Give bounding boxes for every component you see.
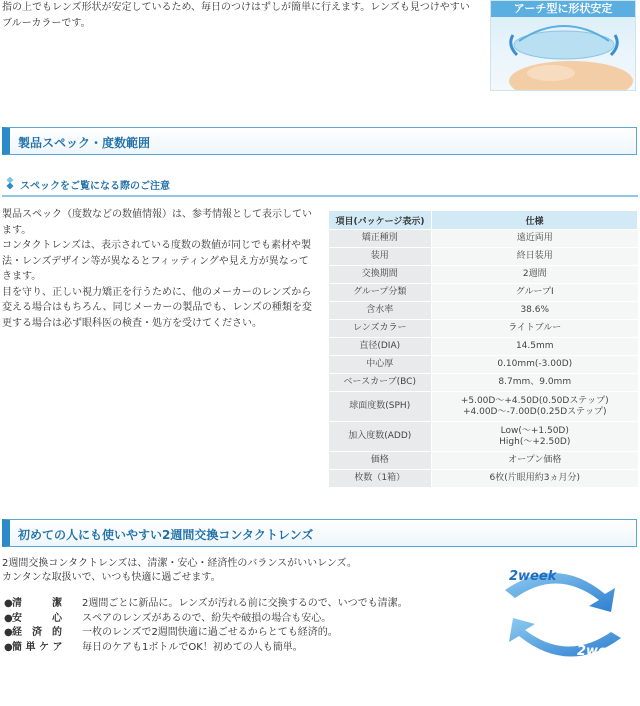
spec-value-line: +4.00D～-7.00D(0.25Dステップ)	[462, 406, 607, 417]
spec-value-line: High(～+2.50D)	[499, 436, 571, 447]
bullet-icon: ●	[4, 612, 13, 624]
table-row	[329, 392, 638, 422]
spec-notice-heading	[2, 175, 638, 197]
arch-shape-label: アーチ型に形状安定	[491, 1, 635, 17]
section-title-twoweek: 初めての人にも使いやすい2週間交換コンタクトレンズ	[18, 528, 314, 542]
spec-key: ベースカーブ(BC)	[329, 374, 432, 392]
table-row	[329, 302, 638, 320]
spec-key: 交換期間	[329, 266, 432, 284]
table-row	[329, 338, 638, 356]
spec-note-p2: コンタクトレンズは、表示されている度数の数値が同じでも素材や製法・レンズデザイン等が異なるとフィッティングや見え方が異なってきます。	[2, 240, 312, 282]
spec-key: 球面度数(SPH)	[329, 392, 432, 422]
intro-line-1: 指の上でもレンズ形状が安定しているため、毎日のつけはずしが簡単に行えます。レンズも見つけやすい	[2, 2, 470, 13]
spec-key: 含水率	[329, 302, 432, 320]
spec-key: グループ分類	[329, 284, 432, 302]
list-item	[4, 626, 484, 641]
table-row	[329, 470, 638, 488]
spec-value: オープン価格	[432, 452, 638, 470]
list-item	[4, 597, 484, 612]
table-row	[329, 422, 638, 452]
spec-value	[432, 392, 638, 422]
table-row	[329, 374, 638, 392]
spec-value: 6枚(片眼用約3ヵ月分)	[432, 470, 638, 488]
spec-note-text	[2, 207, 312, 331]
feature-desc: 2週間ごとに新品に。レンズが汚れる前に交換するので、いつでも清潔。	[82, 598, 408, 609]
feature-desc: 毎日のケアも1ボトルでOK！初めての人も簡単。	[82, 641, 303, 653]
twoweek-line-2: カンタンな取扱いで、いつも快適に過ごせます。	[2, 572, 221, 583]
spec-key: レンズカラー	[329, 320, 432, 338]
spec-key: 直径(DIA)	[329, 338, 432, 356]
feature-name: 清 潔	[12, 598, 62, 609]
spec-key: 装用	[329, 248, 432, 266]
spec-value: 遠近両用	[432, 230, 638, 248]
section-heading-twoweek	[2, 519, 637, 547]
spec-value-line: +5.00D～+4.50D(0.50Dステップ)	[460, 395, 609, 406]
twoweek-line-1: 2週間交換コンタクトレンズは、清潔・安心・経済性のバランスがいいレンズ。	[2, 558, 357, 569]
intro-line-2: ブルーカラーです。	[2, 18, 91, 29]
spec-value: 8.7mm、9.0mm	[432, 374, 638, 392]
feature-desc: 一枚のレンズで2週間快適に過ごせるからとても経済的。	[82, 627, 338, 638]
list-item	[4, 612, 484, 627]
spec-key: 枚数（1箱）	[329, 470, 432, 488]
feature-desc: スペアのレンズがあるので、紛失や破損の場合も安心。	[82, 612, 332, 624]
spec-key: 加入度数(ADD)	[329, 422, 432, 452]
spec-value: 14.5mm	[432, 338, 638, 356]
table-row	[329, 356, 638, 374]
feature-name: 経 済 的	[12, 627, 62, 638]
diamond-icon	[4, 177, 16, 189]
twoweek-intro	[2, 557, 482, 585]
list-item	[4, 641, 484, 656]
spec-header-spec: 仕様	[432, 211, 638, 230]
table-row	[329, 230, 638, 248]
bullet-icon: ●	[4, 627, 13, 638]
two-week-cycle-icon	[497, 560, 629, 670]
spec-key: 中心厚	[329, 356, 432, 374]
section-title-spec: 製品スペック・度数範囲	[18, 136, 151, 150]
two-week-label-bottom: 2week	[577, 644, 625, 659]
table-row	[329, 452, 638, 470]
spec-value: 2週間	[432, 266, 638, 284]
spec-value	[432, 422, 638, 452]
spec-note-p1: 製品スペック（度数などの数値情報）は、参考情報として表示しています。	[2, 209, 312, 236]
spec-value: 0.10mm(-3.00D)	[432, 356, 638, 374]
feature-list	[4, 597, 484, 655]
spec-note-p3: 目を守り、正しい視力矯正を行うために、他のメーカーのレンズから変える場合はもちろん、同じメーカーの製品でも、レンズの種類を変更する場合は必ず眼科医の検査・処方を受けてください。	[2, 286, 312, 329]
table-row	[329, 248, 638, 266]
spec-value: 終日装用	[432, 248, 638, 266]
spec-value: ライトブルー	[432, 320, 638, 338]
spec-table-header-row	[329, 211, 638, 230]
spec-key: 矯正種別	[329, 230, 432, 248]
feature-name: 安 心	[12, 612, 62, 624]
spec-notice-title: スペックをご覧になる際のご注意	[20, 181, 170, 192]
table-row	[329, 284, 638, 302]
spec-header-item: 項目(パッケージ表示)	[329, 211, 432, 230]
arch-shape-image	[490, 0, 636, 91]
spec-key: 価格	[329, 452, 432, 470]
bullet-icon: ●	[4, 598, 13, 609]
spec-value: グループⅠ	[432, 284, 638, 302]
spec-table	[328, 210, 638, 488]
spec-value: 38.6%	[432, 302, 638, 320]
bullet-icon: ●	[4, 641, 13, 653]
section-heading-spec	[2, 127, 637, 155]
intro-paragraph	[2, 0, 472, 32]
table-row	[329, 266, 638, 284]
table-row	[329, 320, 638, 338]
spec-value-line: Low(～+1.50D)	[500, 425, 569, 436]
feature-name: 簡 単 ケ ア	[12, 641, 63, 653]
two-week-label-top: 2week	[509, 569, 557, 584]
